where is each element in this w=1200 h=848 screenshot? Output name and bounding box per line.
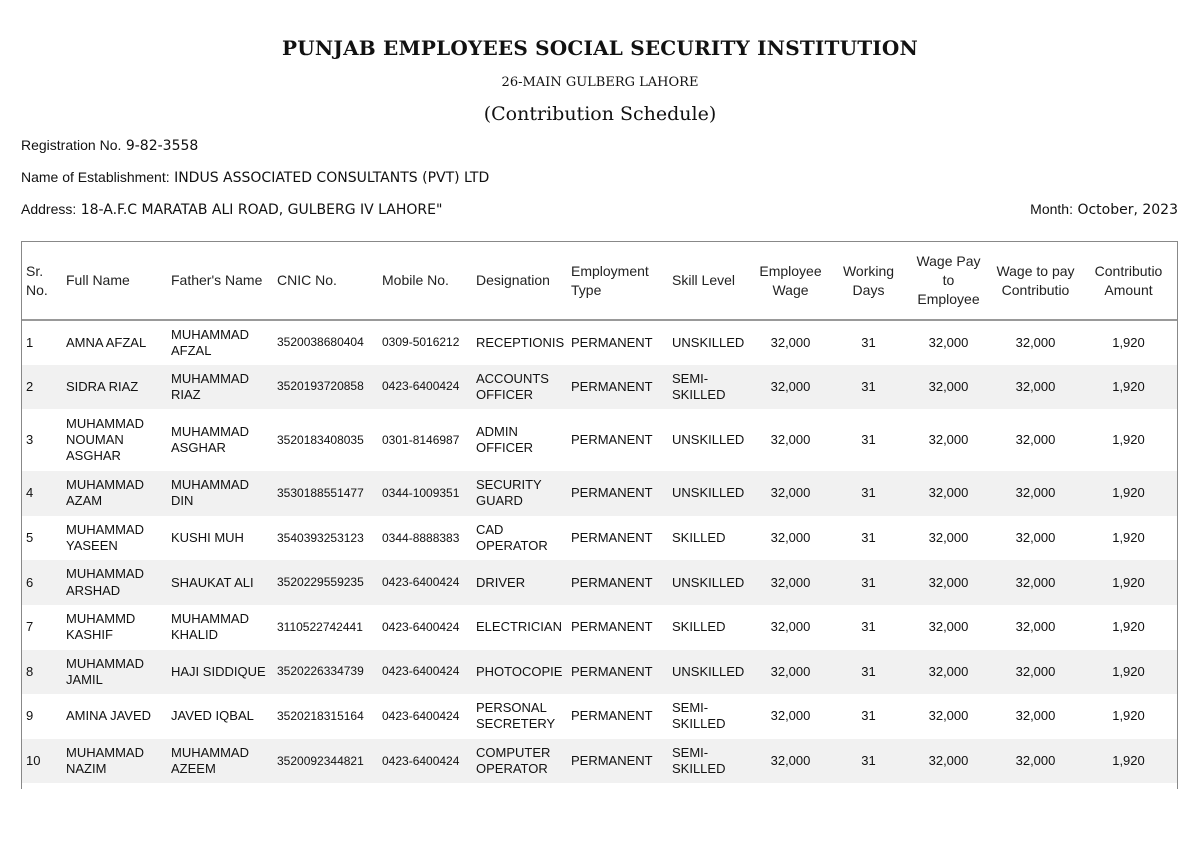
col-header-working-days: Working Days [831,242,906,320]
cell-cnic: 3520038680404 [277,335,364,350]
cell-sr-no: 7 [26,619,34,635]
cell-sr-no: 5 [26,529,34,545]
cell-cnic: 3520229559235 [277,575,364,590]
cell-cnic: 3110522742441 [277,619,363,634]
cell-working-days: 31 [861,619,876,635]
cell-mobile: 0423-6400424 [382,753,460,768]
cell-employment-type: PERMANENT [571,529,653,545]
cell-mobile: 0309-5016212 [382,335,460,350]
table-body [22,320,1177,783]
cell-working-days: 31 [861,529,876,545]
cell-skill-level: UNSKILLED [672,432,745,448]
cell-employee-wage: 32,000 [770,529,811,545]
cell-wage-contribution: 32,000 [1015,378,1056,394]
cell-fathers-name: MUHAMMAD KHALID [171,611,249,643]
cell-cnic: 3520092344821 [277,753,364,768]
cell-wage-contribution: 32,000 [1015,619,1056,635]
cell-working-days: 31 [861,334,876,350]
cell-mobile: 0423-6400424 [382,379,460,394]
address-label: Address: [21,201,77,217]
cell-fathers-name: HAJI SIDDIQUE [171,663,266,679]
cell-skill-level: UNSKILLED [672,574,745,590]
cell-working-days: 31 [861,432,876,448]
cell-skill-level: SKILLED [672,619,726,635]
col-header-wage-pay: Wage Pay to Employee [906,242,991,320]
registration-label: Registration No. [21,137,122,153]
col-header-cnic: CNIC No. [273,242,378,320]
cell-wage-contribution: 32,000 [1015,485,1056,501]
col-header-skill-level: Skill Level [668,242,750,320]
cell-wage-pay: 32,000 [928,619,969,635]
cell-mobile: 0423-6400424 [382,575,460,590]
table-row [22,650,1177,695]
col-header-full-name: Full Name [62,242,167,320]
cell-employee-wage: 32,000 [770,485,811,501]
cell-mobile: 0423-6400424 [382,708,460,723]
cell-fathers-name: MUHAMMAD DIN [171,477,249,509]
cell-designation: PHOTOCOPIE [476,663,563,679]
cell-designation: CAD OPERATOR [476,521,548,554]
cell-employee-wage: 32,000 [770,378,811,394]
cell-full-name: MUHAMMAD NOUMAN ASGHAR [66,415,144,464]
cell-mobile: 0344-8888383 [382,530,460,545]
cell-mobile: 0423-6400424 [382,619,460,634]
cell-designation: SECURITY GUARD [476,477,542,509]
month-value: October, 2023 [1077,202,1178,218]
cell-working-days: 31 [861,378,876,394]
cell-wage-contribution: 32,000 [1015,334,1056,350]
cell-wage-contribution: 32,000 [1015,574,1056,590]
month-label: Month: [1030,201,1073,217]
cell-employee-wage: 32,000 [770,663,811,679]
cell-cnic: 3540393253123 [277,530,364,545]
establishment-value: INDUS ASSOCIATED CONSULTANTS (PVT) LTD [174,170,490,186]
cell-skill-level: SEMI-SKILLED [672,370,726,402]
cell-wage-contribution: 32,000 [1015,432,1056,448]
cell-wage-pay: 32,000 [928,529,969,545]
table-row [22,365,1177,410]
cell-wage-contribution: 32,000 [1015,708,1056,724]
col-header-contribution-amount: Contributio Amount [1080,242,1177,320]
cell-designation: ELECTRICIAN [476,619,562,635]
cell-working-days: 31 [861,663,876,679]
cell-contribution-amount: 1,920 [1112,574,1145,590]
cell-skill-level: UNSKILLED [672,663,745,679]
cell-fathers-name: KUSHI MUH [171,529,244,545]
cell-employee-wage: 32,000 [770,432,811,448]
cell-designation: COMPUTER OPERATOR [476,744,551,777]
cell-full-name: MUHAMMAD YASEEN [66,521,144,554]
cell-contribution-amount: 1,920 [1112,663,1145,679]
table-row [22,605,1177,650]
cell-cnic: 3530188551477 [277,485,364,500]
cell-skill-level: SKILLED [672,529,726,545]
cell-wage-pay: 32,000 [928,334,969,350]
cell-cnic: 3520218315164 [277,708,364,723]
col-header-designation: Designation [472,242,567,320]
cell-wage-pay: 32,000 [928,485,969,501]
cell-full-name: MUHAMMAD ARSHAD [66,566,144,598]
cell-employee-wage: 32,000 [770,708,811,724]
cell-working-days: 31 [861,708,876,724]
cell-full-name: MUHAMMAD JAMIL [66,655,144,687]
cell-sr-no: 6 [26,574,34,590]
cell-sr-no: 2 [26,378,34,394]
cell-employment-type: PERMANENT [571,663,653,679]
cell-fathers-name: MUHAMMAD AFZAL [171,326,249,358]
cell-contribution-amount: 1,920 [1112,529,1145,545]
cell-working-days: 31 [861,752,876,768]
cell-fathers-name: MUHAMMAD ASGHAR [171,423,249,456]
establishment-line [21,169,489,186]
cell-cnic: 3520193720858 [277,379,364,394]
cell-fathers-name: MUHAMMAD RIAZ [171,370,249,402]
cell-full-name: AMINA JAVED [66,708,152,724]
cell-designation: DRIVER [476,574,526,590]
col-header-sr-no: Sr. No. [22,242,62,320]
cell-wage-pay: 32,000 [928,752,969,768]
cell-designation: RECEPTIONIS [476,334,565,350]
cell-full-name: MUHAMMAD AZAM [66,477,144,509]
cell-wage-pay: 32,000 [928,432,969,448]
cell-skill-level: UNSKILLED [672,485,745,501]
cell-sr-no: 8 [26,663,34,679]
cell-full-name: MUHAMMAD NAZIM [66,744,144,777]
cell-contribution-amount: 1,920 [1112,708,1145,724]
cell-sr-no: 3 [26,432,34,448]
cell-working-days: 31 [861,485,876,501]
cell-designation: ADMIN OFFICER [476,423,534,456]
cell-mobile: 0423-6400424 [382,664,460,679]
cell-employee-wage: 32,000 [770,574,811,590]
schedule-title: (Contribution Schedule) [483,103,717,125]
cell-employment-type: PERMANENT [571,574,653,590]
establishment-label: Name of Establishment: [21,169,170,185]
cell-cnic: 3520226334739 [277,664,364,679]
cell-fathers-name: JAVED IQBAL [171,708,254,724]
col-header-employment-type: Employment Type [567,242,668,320]
cell-designation: PERSONAL SECRETERY [476,700,556,732]
cell-employment-type: PERMANENT [571,378,653,394]
col-header-wage-contribution: Wage to pay Contributio [991,242,1080,320]
registration-value: 9-82-3558 [125,138,199,154]
cell-full-name: AMNA AFZAL [66,334,147,350]
cell-fathers-name: MUHAMMAD AZEEM [171,744,249,777]
cell-sr-no: 4 [26,485,34,501]
cell-employment-type: PERMANENT [571,752,653,768]
cell-employee-wage: 32,000 [770,334,811,350]
cell-employment-type: PERMANENT [571,334,653,350]
cell-wage-pay: 32,000 [928,708,969,724]
cell-skill-level: SEMI-SKILLED [672,744,726,777]
cell-wage-pay: 32,000 [928,663,969,679]
cell-skill-level: SEMI-SKILLED [672,700,726,732]
cell-designation: ACCOUNTS OFFICER [476,370,549,402]
cell-employment-type: PERMANENT [571,619,653,635]
cell-mobile: 0344-1009351 [382,485,460,500]
col-header-fathers-name: Father's Name [167,242,273,320]
cell-contribution-amount: 1,920 [1112,619,1145,635]
cell-wage-contribution: 32,000 [1015,529,1056,545]
cell-employment-type: PERMANENT [571,432,653,448]
cell-employee-wage: 32,000 [770,619,811,635]
cell-mobile: 0301-8146987 [382,432,460,447]
table-row [22,739,1177,784]
cell-wage-pay: 32,000 [928,574,969,590]
table-row [22,409,1177,471]
cell-sr-no: 10 [26,752,41,768]
table-row [22,320,1177,365]
registration-line [21,137,198,154]
table-row [22,560,1177,605]
table-row [22,471,1177,516]
cell-sr-no: 1 [26,334,34,350]
cell-contribution-amount: 1,920 [1112,432,1145,448]
col-header-employee-wage: Employee Wage [750,242,831,320]
contribution-table [22,242,1177,783]
cell-employment-type: PERMANENT [571,485,653,501]
cell-cnic: 3520183408035 [277,432,364,447]
contribution-table-container [21,241,1178,789]
cell-full-name: SIDRA RIAZ [66,378,139,394]
address-value: 18-A.F.C MARATAB ALI ROAD, GULBERG IV LAHORE" [80,202,443,218]
table-row [22,516,1177,561]
cell-contribution-amount: 1,920 [1112,485,1145,501]
cell-contribution-amount: 1,920 [1112,378,1145,394]
cell-contribution-amount: 1,920 [1112,334,1145,350]
cell-fathers-name: SHAUKAT ALI [171,574,254,590]
cell-wage-contribution: 32,000 [1015,663,1056,679]
col-header-mobile: Mobile No. [378,242,472,320]
cell-skill-level: UNSKILLED [672,334,745,350]
cell-employment-type: PERMANENT [571,708,653,724]
cell-contribution-amount: 1,920 [1112,752,1145,768]
cell-working-days: 31 [861,574,876,590]
institution-address: 26-MAIN GULBERG LAHORE [501,75,699,90]
table-row [22,694,1177,739]
cell-wage-pay: 32,000 [928,378,969,394]
table-header-row [22,242,1177,320]
cell-wage-contribution: 32,000 [1015,752,1056,768]
month-line [1030,201,1178,218]
cell-sr-no: 9 [26,708,34,724]
cell-employee-wage: 32,000 [770,752,811,768]
address-line [21,201,442,218]
institution-title: PUNJAB EMPLOYEES SOCIAL SECURITY INSTITUTION [282,36,918,60]
cell-full-name: MUHAMMD KASHIF [66,611,136,643]
